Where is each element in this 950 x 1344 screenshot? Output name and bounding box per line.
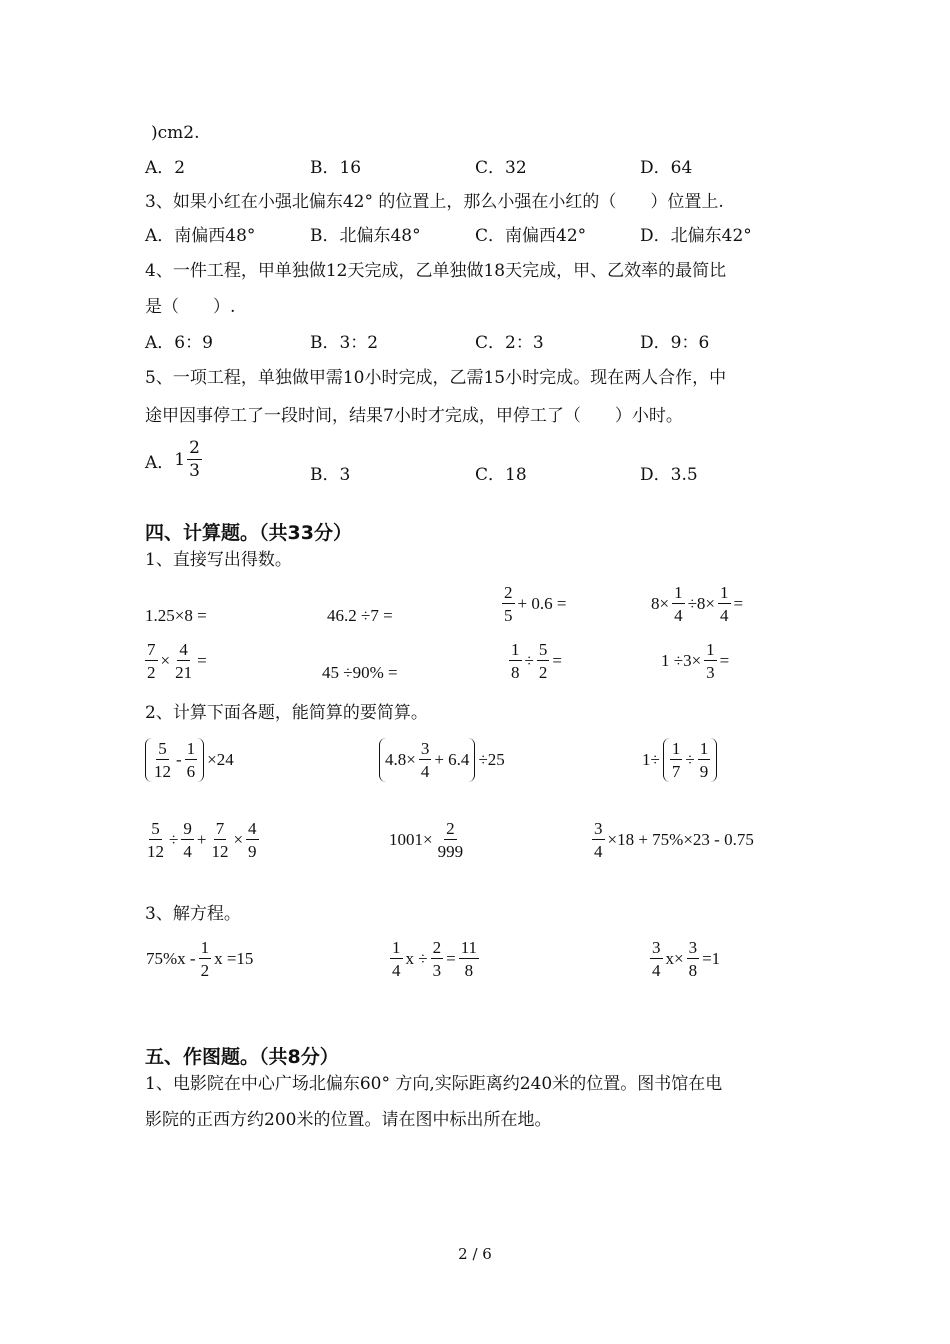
eq-e1: 75%x - $\frac{1}{2}$ x =15 [146, 938, 254, 980]
q5-option-b: B．3 [310, 465, 351, 485]
eq-e3: $\frac{3}{4}$ x× $\frac{3}{8}$ =1 [652, 938, 721, 980]
q3-text: 3、如果小红在小强北偏东42° 的位置上，那么小强在小红的（ ）位置上. [145, 192, 724, 212]
section5-q1-line2: 影院的正西方约200米的位置。请在图中标出所在地。 [145, 1110, 552, 1130]
section5-title: 五、作图题。（共8分） [145, 1046, 339, 1068]
q4-option-a: A．6：9 [145, 333, 213, 353]
calc-d2: 1001× $\frac{2}{999}$ [389, 819, 464, 861]
oral-b2: 45 ÷90% = [322, 663, 398, 682]
q3-option-d: D．北偏东42° [640, 226, 752, 246]
calc-d3: $\frac{3}{4}$ ×18 + 75%×23 - 0.75 [594, 819, 754, 861]
calc-c2: 4.8× $\frac{3}{4}$ + 6.4 ÷25 [377, 738, 506, 782]
q5-option-d: D．3.5 [640, 465, 698, 485]
oral-a2: 46.2 ÷7 = [327, 606, 393, 625]
q2-option-a: A．2 [145, 158, 186, 178]
q5-line1: 5、一项工程，单独做甲需10小时完成，乙需15小时完成。现在两人合作，中 [145, 368, 727, 388]
section4-sub2: 2、计算下面各题，能简算的要简算。 [145, 703, 428, 723]
oral-b3: $\frac{1}{8}$ ÷ $\frac{5}{2}$ = [511, 640, 562, 682]
q2-tail: )cm2. [151, 123, 200, 143]
section5-q1-line1: 1、电影院在中心广场北偏东60° 方向,实际距离约240米的位置。图书馆在电 [145, 1074, 723, 1094]
q4-option-c: C．2：3 [475, 333, 544, 353]
oral-a1: 1.25×8 = [145, 606, 207, 625]
oral-b4: 1 ÷3× $\frac{1}{3}$ = [661, 640, 730, 682]
q5-line2: 途甲因事停工了一段时间，结果7小时才完成，甲停工了（ ）小时。 [145, 406, 683, 426]
q5-option-a: A． 1 $\frac{2}{3}$ [145, 438, 200, 481]
q4-line1: 4、一件工程，甲单独做12天完成，乙单独做18天完成，甲、乙效率的最简比 [145, 261, 727, 281]
q4-option-d: D．9：6 [640, 333, 710, 353]
q4-option-b: B．3：2 [310, 333, 379, 353]
eq-e2: $\frac{1}{4}$ x ÷ $\frac{2}{3}$ = $\frac{11}{8}$ [392, 938, 478, 980]
calc-d1: $\frac{5}{12}$ ÷ $\frac{9}{4}$ + $\frac{7}{12}$ × $\frac{4}{9}$ [147, 819, 257, 861]
page-number: 2 / 6 [458, 1245, 492, 1263]
q3-option-b: B．北偏东48° [310, 226, 421, 246]
section4-sub1: 1、直接写出得数。 [145, 550, 292, 570]
q2-option-b: B．16 [310, 158, 362, 178]
q2-option-c: C．32 [475, 158, 527, 178]
fraction: $\frac{2}{3}$ [189, 438, 200, 481]
calc-c1: $\frac{5}{12}$ - $\frac{1}{6}$ ×24 [143, 738, 235, 782]
section4-title: 四、计算题。（共33分） [145, 522, 352, 544]
oral-b1: $\frac{7}{2}$ × $\frac{4}{21}$ = [147, 640, 207, 682]
q4-line2: 是（ ）. [145, 297, 236, 317]
q2-option-d: D．64 [640, 158, 693, 178]
calc-c3: 1÷ $\frac{1}{7}$ ÷ $\frac{1}{9}$ [641, 738, 719, 782]
oral-a4: 8× $\frac{1}{4}$ ÷8× $\frac{1}{4}$ = [651, 583, 744, 625]
section4-sub3: 3、解方程。 [145, 904, 241, 924]
q5-option-c: C．18 [475, 465, 527, 485]
oral-a3: $\frac{2}{5}$ + 0.6 = [504, 583, 567, 625]
q3-option-c: C．南偏西42° [475, 226, 587, 246]
q3-option-a: A．南偏西48° [145, 226, 256, 246]
